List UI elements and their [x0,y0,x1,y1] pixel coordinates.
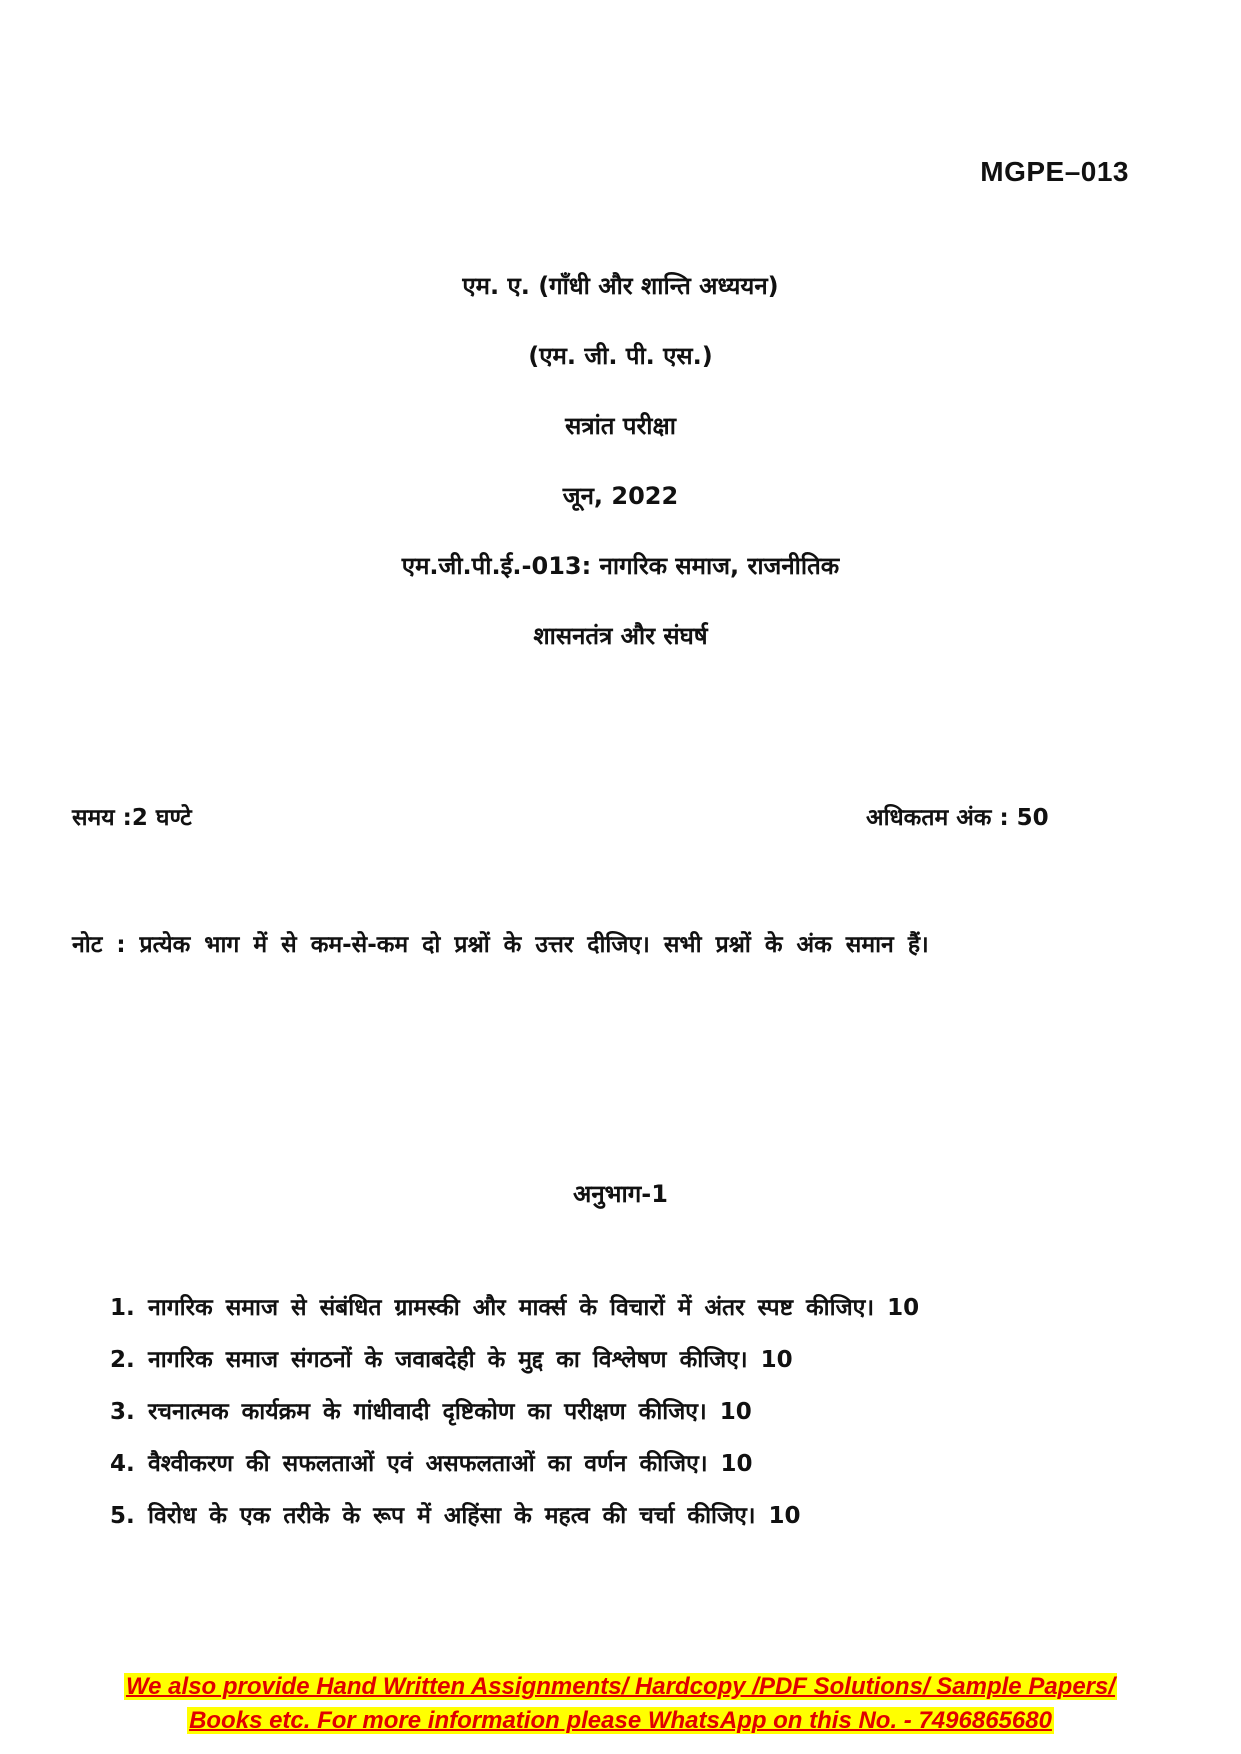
question-number: 4. [110,1451,135,1477]
question-text: रचनात्मक कार्यक्रम के गांधीवादी दृष्टिकोण का परीक्षण कीजिए। 10 [148,1399,752,1425]
instructions-note: नोट : प्रत्येक भाग में से कम-से-कम दो प्रश्नों के उत्तर दीजिए। सभी प्रश्नों के अंक समान हैं। [72,932,929,958]
course-title-line2: शासनतंत्र और संघर्ष [533,622,708,650]
question-number: 5. [110,1503,135,1529]
question-item [110,1438,1070,1490]
question-number: 3. [110,1399,135,1425]
promo-line-1: We also provide Hand Written Assignments/ Hardcopy /PDF Solutions/ Sample Papers/ [125,1673,1116,1700]
question-text: विरोध के एक तरीके के रूप में अहिंसा के महत्व की चर्चा कीजिए। 10 [148,1503,801,1529]
question-list [110,1282,1070,1542]
question-item [110,1490,1070,1542]
maximum-marks: अधिकतम अंक : 50 [866,805,1049,831]
course-title-line1: एम.जी.पी.ई.-013: नागरिक समाज, राजनीतिक [401,552,840,580]
question-number: 2. [110,1347,135,1373]
question-item [110,1334,1070,1386]
program-abbreviation: (एम. जी. पी. एस.) [528,342,713,370]
paper-code: MGPE–013 [980,156,1129,187]
question-text: वैश्वीकरण की सफलताओं एवं असफलताओं का वर्णन कीजिए। 10 [148,1451,753,1477]
exam-duration: समय :2 घण्टे [72,805,192,831]
question-text: नागरिक समाज से संबंधित ग्रामस्की और मार्क्स के विचारों में अंतर स्पष्ट कीजिए। 10 [148,1295,920,1321]
program-title: एम. ए. (गाँधी और शान्ति अध्ययन) [462,272,779,300]
section-heading: अनुभाग-1 [573,1180,668,1208]
exam-type: सत्रांत परीक्षा [565,412,676,440]
question-item [110,1386,1070,1438]
promo-line-2-whatsapp[interactable]: Books etc. For more information please WhatsApp on this No. - 7496865680 [189,1707,1052,1734]
question-item [110,1282,1070,1334]
question-text: नागरिक समाज संगठनों के जवाबदेही के मुद्द का विश्लेषण कीजिए। 10 [148,1347,793,1373]
promo-footer [0,1670,1241,1738]
exam-session: जून, 2022 [562,482,679,510]
question-number: 1. [110,1295,135,1321]
